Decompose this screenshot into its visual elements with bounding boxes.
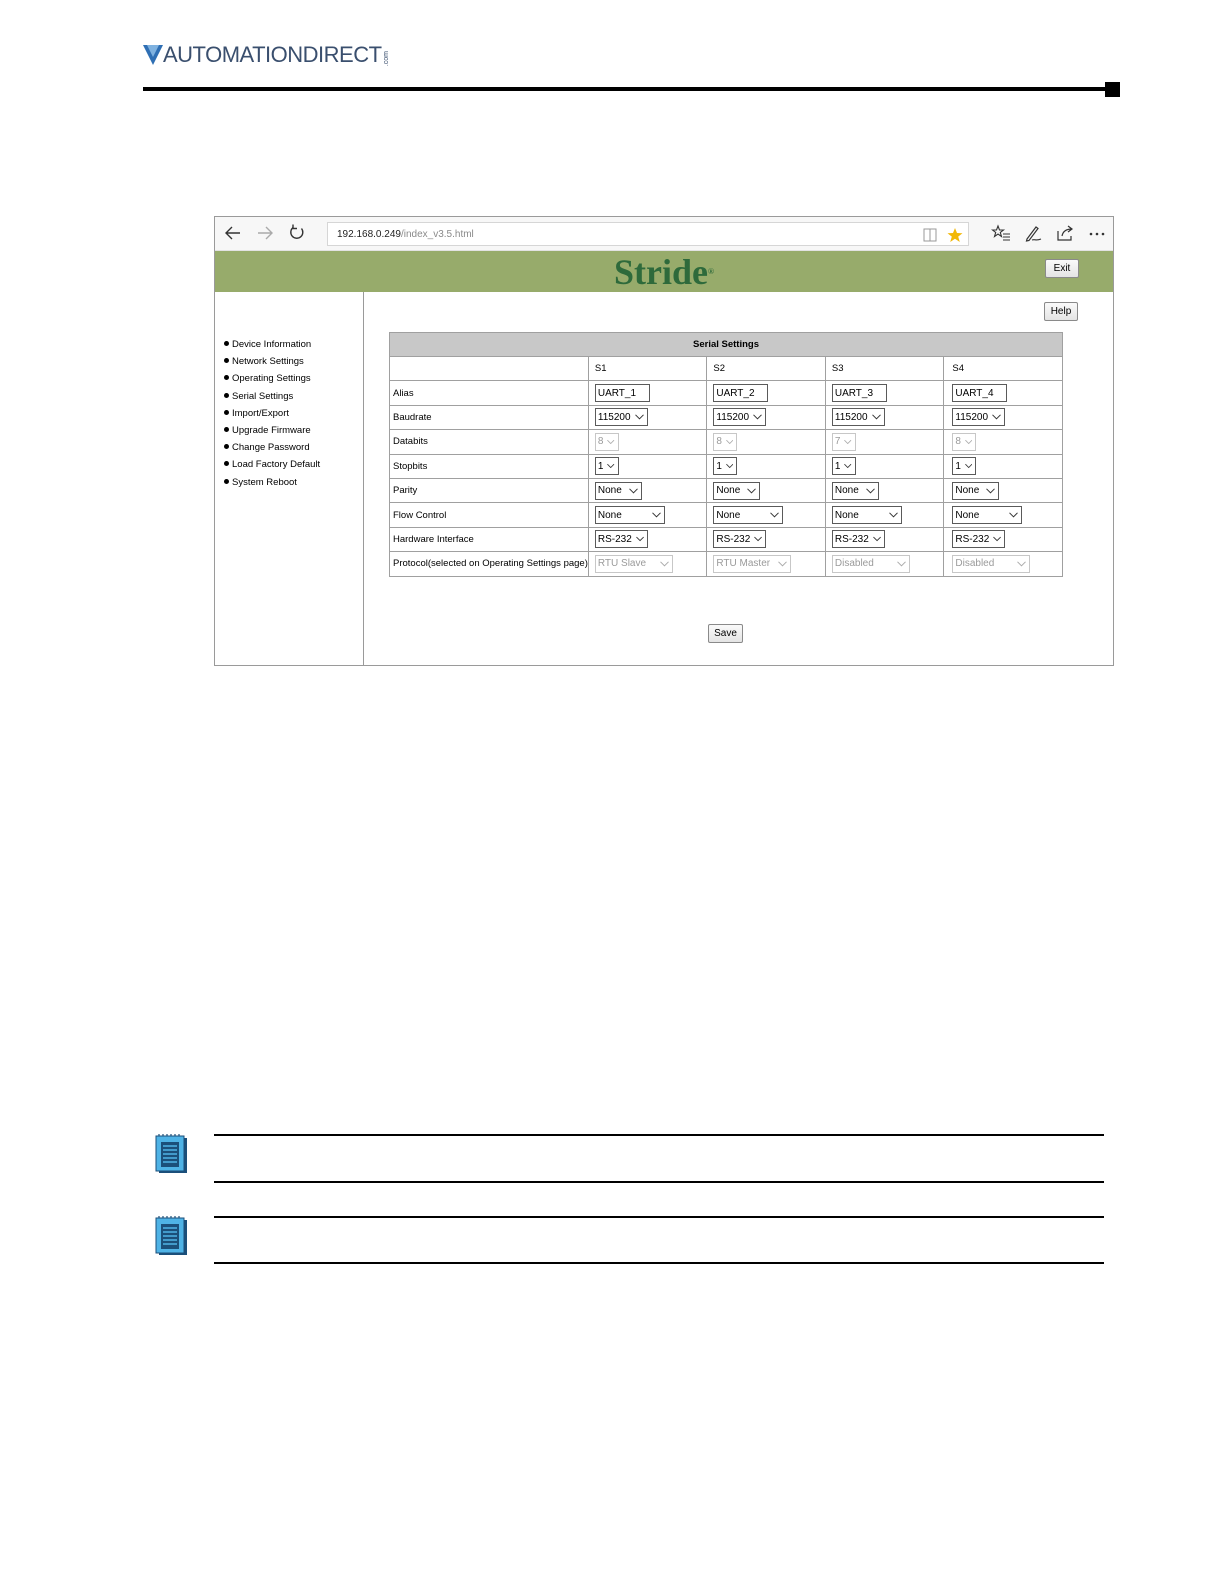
alias-input-s3[interactable]: UART_3 (832, 384, 887, 402)
select-value: None (834, 509, 859, 521)
select-value: 8 (955, 436, 961, 448)
row-label-databits: Databits (390, 430, 589, 454)
sidebar-item-load-factory-default[interactable] (224, 456, 320, 473)
column-header-s4: S4 (944, 357, 1063, 381)
column-header-s1: S1 (588, 357, 707, 381)
row-label-hardware-interface: Hardware Interface (390, 527, 589, 551)
automationdirect-logo-mark (143, 44, 163, 66)
select-value: None (716, 509, 741, 521)
bullet-icon (224, 479, 229, 484)
chevron-down-icon (1017, 561, 1026, 567)
select-value: RS-232 (834, 533, 869, 545)
chevron-down-icon (652, 512, 661, 518)
baudrate-select-s3[interactable] (832, 408, 885, 426)
app-banner (215, 251, 1113, 292)
chevron-down-icon (873, 536, 881, 542)
sidebar-item-label: Change Password (232, 442, 310, 454)
parity-select-s2[interactable] (713, 482, 760, 500)
sidebar (215, 292, 364, 666)
sidebar-item-label: Device Information (232, 339, 312, 350)
chevron-down-icon (635, 414, 644, 420)
select-value: 115200 (955, 411, 989, 423)
select-value: None (955, 485, 980, 497)
note-1-top-rule (214, 1134, 1104, 1136)
table-row-flow-control (390, 503, 1063, 527)
select-value: 1 (597, 460, 604, 472)
select-value: RS-232 (955, 533, 990, 545)
bullet-icon (224, 393, 229, 398)
sidebar-item-label: Upgrade Firmware (232, 425, 311, 437)
chevron-down-icon (778, 561, 787, 567)
chevron-down-icon (754, 536, 762, 542)
stride-logo-reg: ® (708, 267, 714, 276)
chevron-down-icon (992, 414, 1001, 420)
url-host: 192.168.0.249 (337, 229, 401, 240)
column-header-s3: S3 (825, 357, 944, 381)
select-value: RTU Master (716, 558, 771, 570)
select-value: RTU Slave (597, 558, 647, 570)
sidebar-item-upgrade-firmware[interactable] (224, 422, 320, 439)
stopbits-select-s3[interactable] (832, 457, 856, 475)
chevron-down-icon (629, 488, 638, 494)
notepad-icon (153, 1215, 191, 1257)
parity-select-s4[interactable] (952, 482, 999, 500)
flow-control-select-s2[interactable] (713, 506, 783, 524)
header-rule-marker (1105, 82, 1120, 97)
select-value: 8 (597, 436, 604, 448)
protocol-select-s4 (952, 555, 1030, 573)
chevron-down-icon (770, 512, 779, 518)
bullet-icon (224, 358, 229, 363)
row-label-protocol: Protocol(selected on Operating Settings page) (390, 552, 589, 576)
select-value: 115200 (597, 411, 631, 423)
note-1-bottom-rule (214, 1181, 1104, 1183)
back-arrow-icon[interactable] (223, 223, 243, 243)
databits-select-s4 (952, 433, 976, 451)
select-value: None (597, 509, 622, 521)
table-row-hardware-interface (390, 527, 1063, 551)
main-content (365, 292, 1113, 666)
row-label-parity: Parity (390, 478, 589, 502)
row-label-alias: Alias (390, 381, 589, 405)
alias-input-s1[interactable]: UART_1 (595, 384, 650, 402)
bullet-icon (224, 410, 229, 415)
chevron-down-icon (636, 536, 644, 542)
save-button[interactable]: Save (708, 624, 743, 643)
chevron-down-icon (660, 561, 669, 567)
serial-settings-title: Serial Settings (390, 333, 1063, 357)
hardware-interface-select-s3[interactable] (832, 530, 885, 548)
chevron-down-icon (607, 439, 614, 445)
table-row-parity (390, 478, 1063, 502)
alias-input-s4[interactable]: UART_4 (952, 384, 1007, 402)
select-value: 1 (834, 460, 841, 472)
chevron-down-icon (872, 414, 881, 420)
chevron-down-icon (897, 561, 906, 567)
table-row-databits (390, 430, 1063, 454)
chevron-down-icon (844, 463, 851, 469)
databits-select-s1 (595, 433, 619, 451)
hardware-interface-select-s4[interactable] (952, 530, 1005, 548)
url-path: /index_v3.5.html (400, 229, 474, 240)
select-value: RS-232 (716, 533, 751, 545)
sidebar-item-label: Network Settings (232, 356, 304, 368)
chevron-down-icon (726, 463, 733, 469)
row-label-flow-control: Flow Control (390, 503, 589, 527)
help-button[interactable]: Help (1044, 302, 1078, 321)
sidebar-item-network-settings[interactable] (224, 353, 320, 370)
table-row-alias (390, 381, 1063, 405)
databits-select-s2 (713, 433, 737, 451)
sidebar-item-label: Load Factory Default (232, 459, 321, 471)
note-2-top-rule (214, 1216, 1104, 1218)
stopbits-select-s2[interactable] (713, 457, 737, 475)
chevron-down-icon (889, 512, 898, 518)
automationdirect-logo (143, 42, 390, 66)
header-blank-cell (390, 357, 589, 381)
sidebar-item-device-information[interactable] (224, 336, 320, 353)
sidebar-item-system-reboot[interactable] (224, 474, 320, 491)
bullet-icon (224, 427, 229, 432)
select-value: Disabled (955, 558, 995, 570)
chevron-down-icon (866, 488, 875, 494)
serial-settings-table (389, 332, 1063, 577)
more-icon[interactable] (1087, 223, 1107, 243)
chevron-down-icon (1009, 512, 1018, 518)
hardware-interface-select-s1[interactable] (595, 530, 648, 548)
bullet-icon (224, 461, 229, 466)
stopbits-select-s4[interactable] (952, 457, 976, 475)
table-row-protocol (390, 552, 1063, 576)
parity-select-s3[interactable] (832, 482, 879, 500)
header-rule (143, 87, 1111, 91)
favorites-list-icon[interactable] (991, 223, 1011, 243)
browser-window (214, 216, 1114, 666)
stopbits-select-s1[interactable] (595, 457, 619, 475)
table-header-row (390, 357, 1063, 381)
select-value: Disabled (834, 558, 874, 570)
address-bar[interactable] (327, 222, 969, 246)
sidebar-item-label: Serial Settings (232, 390, 294, 402)
protocol-select-s2 (713, 555, 791, 573)
bullet-icon (224, 341, 229, 346)
select-value: 115200 (716, 411, 750, 423)
pen-icon[interactable] (1023, 223, 1043, 243)
protocol-select-s1 (595, 555, 673, 573)
select-value: 8 (716, 436, 722, 448)
row-label-stopbits: Stopbits (390, 454, 589, 478)
select-value: None (955, 509, 980, 521)
chevron-down-icon (844, 439, 851, 445)
databits-select-s3 (832, 433, 856, 451)
select-value: 1 (955, 460, 961, 472)
exit-button[interactable]: Exit (1045, 259, 1079, 278)
baudrate-select-s2[interactable] (713, 408, 766, 426)
select-value: 1 (716, 460, 722, 472)
chevron-down-icon (986, 488, 995, 494)
chevron-down-icon (726, 439, 733, 445)
alias-input-s2[interactable]: UART_2 (713, 384, 768, 402)
refresh-icon[interactable] (287, 223, 307, 243)
chevron-down-icon (965, 439, 972, 445)
reading-view-icon[interactable] (922, 227, 938, 243)
chevron-down-icon (965, 463, 972, 469)
table-row-stopbits (390, 454, 1063, 478)
chevron-down-icon (993, 536, 1001, 542)
sidebar-item-label: System Reboot (232, 476, 297, 488)
stride-logo-text: Stride (614, 252, 708, 292)
sidebar-menu (224, 336, 320, 491)
share-icon[interactable] (1055, 223, 1075, 243)
flow-control-select-s4[interactable] (952, 506, 1022, 524)
sidebar-item-serial-settings[interactable] (224, 388, 320, 405)
baudrate-select-s1[interactable] (595, 408, 648, 426)
select-value: None (716, 485, 741, 497)
stride-logo (215, 254, 1113, 290)
browser-toolbar (215, 217, 1113, 251)
flow-control-select-s3[interactable] (832, 506, 902, 524)
sidebar-item-operating-settings[interactable] (224, 370, 320, 387)
select-value: 115200 (834, 411, 868, 423)
select-value: None (597, 485, 622, 497)
table-title-row (390, 333, 1063, 357)
chevron-down-icon (747, 488, 756, 494)
bullet-icon (224, 444, 229, 449)
protocol-select-s3 (832, 555, 910, 573)
sidebar-item-change-password[interactable] (224, 439, 320, 456)
table-row-baudrate (390, 405, 1063, 429)
select-value: None (834, 485, 859, 497)
flow-control-select-s1[interactable] (595, 506, 665, 524)
select-value: 7 (834, 436, 841, 448)
chevron-down-icon (753, 414, 762, 420)
logo-text: AUTOMATIONDIRECT (163, 42, 382, 67)
hardware-interface-select-s2[interactable] (713, 530, 766, 548)
notepad-icon (153, 1133, 191, 1175)
favorite-star-icon[interactable] (947, 227, 963, 243)
sidebar-item-label: Import/Export (232, 407, 290, 419)
column-header-s2: S2 (707, 357, 826, 381)
baudrate-select-s4[interactable] (952, 408, 1005, 426)
note-2-bottom-rule (214, 1262, 1104, 1264)
sidebar-item-label: Operating Settings (232, 373, 311, 385)
bullet-icon (224, 375, 229, 380)
logo-suffix: .com (382, 50, 390, 66)
select-value: RS-232 (597, 533, 632, 545)
row-label-baudrate: Baudrate (390, 405, 589, 429)
forward-arrow-icon[interactable] (255, 223, 275, 243)
parity-select-s1[interactable] (595, 482, 642, 500)
sidebar-item-import-export[interactable] (224, 405, 320, 422)
chevron-down-icon (607, 463, 614, 469)
